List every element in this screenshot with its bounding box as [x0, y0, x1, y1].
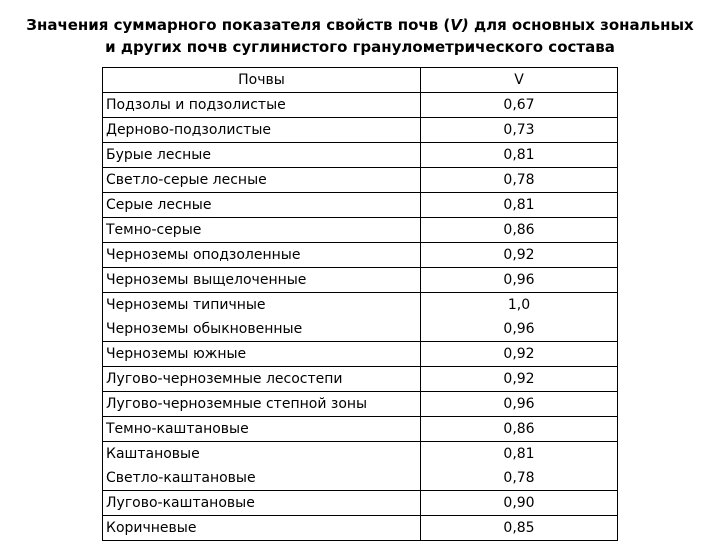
- soil-name-cell: [103, 442, 421, 491]
- table-row: [103, 268, 618, 293]
- v-value: 0,81: [503, 147, 535, 163]
- v-value-cell: [421, 268, 618, 293]
- table-row: [103, 342, 618, 367]
- v-value: 0,73: [503, 122, 535, 138]
- v-value: 0,78: [503, 172, 535, 188]
- title-line-1-end: для основных зональных: [468, 16, 694, 34]
- v-value: 0,92: [503, 371, 535, 387]
- table-row: [103, 93, 618, 118]
- soil-name: Черноземы выщелоченные: [106, 272, 307, 288]
- page-title: [0, 14, 720, 58]
- soil-name-cell: [103, 293, 421, 342]
- soil-name: Черноземы обыкновенные: [106, 321, 303, 337]
- v-value: 1,0: [507, 297, 531, 313]
- table-row: [103, 168, 618, 193]
- soil-name: Дерново-подзолистые: [106, 122, 271, 138]
- soil-name-cell: [103, 268, 421, 293]
- title-line-2: и других почв суглинистого гранулометрического состава: [105, 38, 615, 56]
- table-row: [103, 367, 618, 392]
- table-row: [103, 417, 618, 442]
- soil-name-cell: [103, 342, 421, 367]
- v-value: 0,81: [503, 197, 535, 213]
- v-value-cell: [421, 143, 618, 168]
- title-variable: V): [450, 16, 469, 34]
- soil-name-cell: [103, 218, 421, 243]
- soil-properties-table: [102, 67, 618, 541]
- table-row: [103, 193, 618, 218]
- v-value-cell: [421, 118, 618, 143]
- soil-name: Серые лесные: [106, 197, 212, 213]
- v-value-cell: [421, 491, 618, 516]
- v-value-cell: [421, 93, 618, 118]
- v-value-cell: [421, 293, 618, 342]
- v-value: 0,92: [503, 247, 535, 263]
- soil-name: Темно-серые: [106, 222, 202, 238]
- table-row: [103, 218, 618, 243]
- soil-name-cell: [103, 392, 421, 417]
- soil-name: Лугово-каштановые: [106, 495, 255, 511]
- v-value-cell: [421, 193, 618, 218]
- soil-name-cell: [103, 168, 421, 193]
- title-line-1: [0, 14, 720, 36]
- soil-name: Подзолы и подзолистые: [106, 97, 286, 113]
- soil-name-cell: [103, 516, 421, 541]
- soil-name: Темно-каштановые: [106, 421, 249, 437]
- v-value-cell: [421, 367, 618, 392]
- v-value-cell: [421, 442, 618, 491]
- table-row: [103, 143, 618, 168]
- v-value-cell: [421, 392, 618, 417]
- v-value: 0,96: [503, 321, 535, 337]
- soil-name: Бурые лесные: [106, 147, 211, 163]
- soil-name: Черноземы типичные: [106, 297, 266, 313]
- table-row: [103, 243, 618, 268]
- v-value: 0,90: [503, 495, 535, 511]
- v-value-cell: [421, 243, 618, 268]
- soil-name-cell: [103, 93, 421, 118]
- soil-name: Светло-каштановые: [106, 470, 256, 486]
- v-value: 0,96: [503, 396, 535, 412]
- v-value-cell: [421, 218, 618, 243]
- soil-name-cell: [103, 417, 421, 442]
- title-line-1-start: Значения суммарного показателя свойств почв (: [26, 16, 451, 34]
- v-value: 0,67: [503, 97, 535, 113]
- soil-name-cell: [103, 367, 421, 392]
- soil-name-cell: [103, 491, 421, 516]
- v-value: 0,85: [503, 520, 535, 536]
- soil-name-cell: [103, 118, 421, 143]
- v-value: 0,86: [503, 222, 535, 238]
- table-row: [103, 293, 618, 342]
- table-row: [103, 392, 618, 417]
- soil-name: Светло-серые лесные: [106, 172, 267, 188]
- v-value-cell: [421, 342, 618, 367]
- header-v: V: [421, 68, 618, 93]
- soil-name-cell: [103, 143, 421, 168]
- soil-name-cell: [103, 243, 421, 268]
- v-value: 0,78: [503, 470, 535, 486]
- soil-name: Лугово-черноземные степной зоны: [106, 396, 368, 412]
- v-value: 0,96: [503, 272, 535, 288]
- soil-name: Черноземы южные: [106, 346, 247, 362]
- soil-name-cell: [103, 193, 421, 218]
- soil-name: Каштановые: [106, 446, 200, 462]
- header-soils: Почвы: [103, 68, 421, 93]
- v-value-cell: [421, 516, 618, 541]
- table-row: [103, 491, 618, 516]
- table-row: [103, 516, 618, 541]
- table-row: [103, 118, 618, 143]
- v-value-cell: [421, 417, 618, 442]
- soil-name: Черноземы оподзоленные: [106, 247, 301, 263]
- v-value-cell: [421, 168, 618, 193]
- soil-name: Коричневые: [106, 520, 197, 536]
- table-header-row: [103, 68, 618, 93]
- v-value: 0,86: [503, 421, 535, 437]
- soil-name: Лугово-черноземные лесостепи: [106, 371, 343, 387]
- v-value: 0,81: [503, 446, 535, 462]
- table-row: [103, 442, 618, 491]
- v-value: 0,92: [503, 346, 535, 362]
